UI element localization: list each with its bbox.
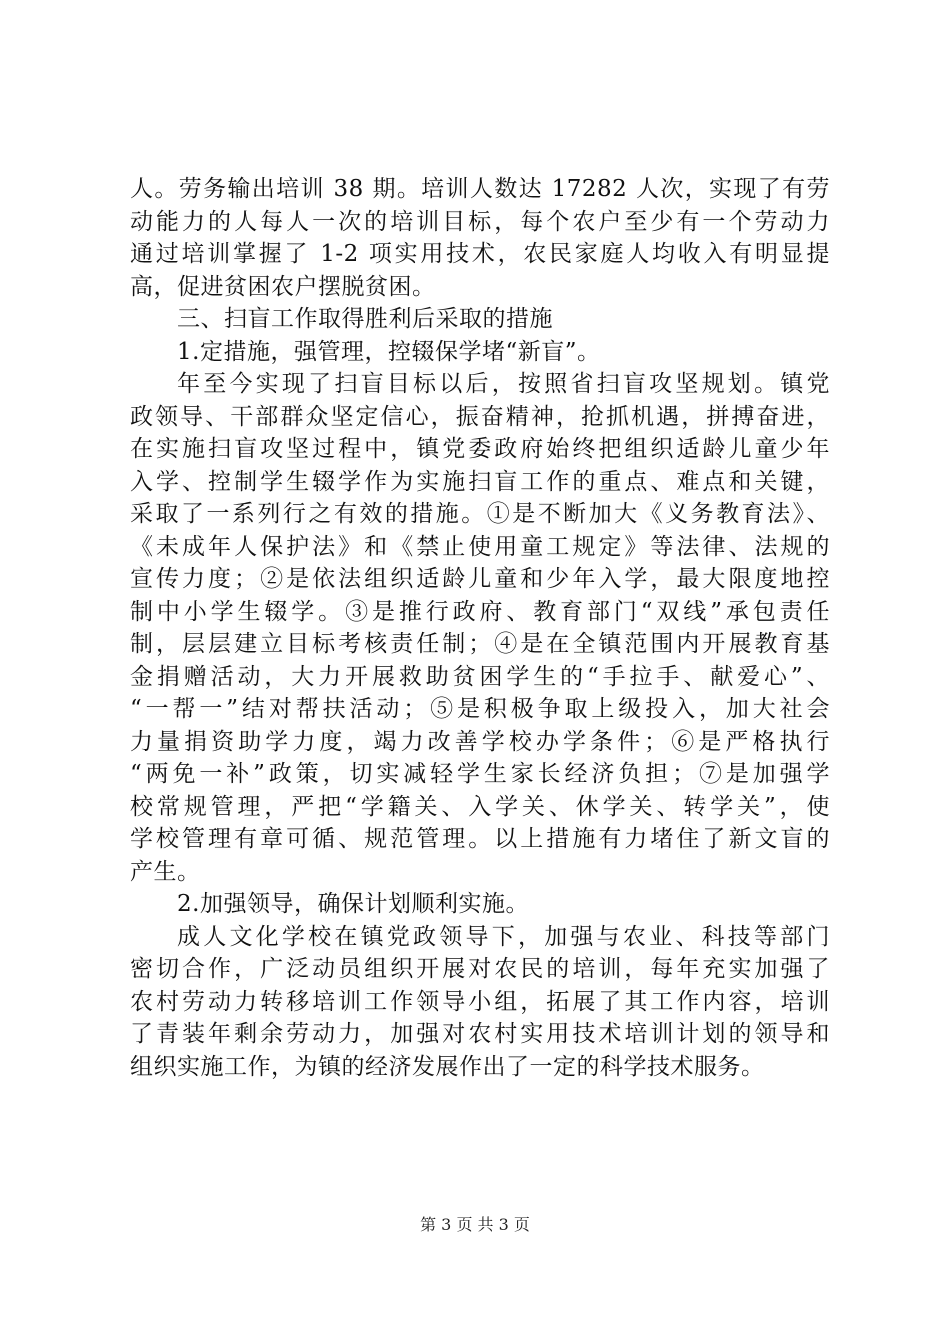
text-line: 成人文化学校在镇党政领导下，加强与农业、科技等部门 bbox=[177, 923, 830, 950]
text-line: 政领导、干部群众坚定信心，振奋精神，抢抓机遇，拼搏奋进， bbox=[130, 403, 830, 430]
text-line: 入学、控制学生辍学作为实施扫盲工作的重点、难点和关键， bbox=[130, 468, 830, 495]
text-line: 产生。 bbox=[130, 858, 201, 885]
text-line: 《未成年人保护法》和《禁止使用童工规定》等法律、法规的 bbox=[130, 533, 830, 560]
text-line: 动能力的人每人一次的培训目标，每个农户至少有一个劳动力 bbox=[130, 208, 830, 235]
text-line: 组织实施工作，为镇的经济发展作出了一定的科学技术服务。 bbox=[130, 1053, 765, 1080]
text-line: 校常规管理，严把“学籍关、入学关、休学关、转学关”，使 bbox=[130, 793, 830, 820]
text-line: 力量捐资助学力度，竭力改善学校办学条件；⑥是严格执行 bbox=[130, 728, 830, 755]
text-line: 制中小学生辍学。③是推行政府、教育部门“双线”承包责任 bbox=[130, 598, 830, 625]
text-line: 密切合作，广泛动员组织开展对农民的培训，每年充实加强了 bbox=[130, 956, 830, 982]
text-line: 1.定措施，强管理，控辍保学堵“新盲”。 bbox=[177, 338, 601, 365]
page-footer: 第 3 页 共 3 页 bbox=[420, 1215, 530, 1234]
text-line: 制，层层建立目标考核责任制；④是在全镇范围内开展教育基 bbox=[130, 631, 830, 657]
text-line: 高，促进贫困农户摆脱贫困。 bbox=[130, 273, 436, 300]
text-line: 采取了一系列行之有效的措施。①是不断加大《义务教育法》、 bbox=[130, 501, 830, 527]
text-line: 三、扫盲工作取得胜利后采取的措施 bbox=[177, 306, 553, 332]
text-line: 宣传力度；②是依法组织适龄儿童和少年入学，最大限度地控 bbox=[130, 566, 830, 592]
text-line: 农村劳动力转移培训工作领导小组，拓展了其工作内容，培训 bbox=[130, 988, 830, 1015]
text-line: “两免一补”政策，切实减轻学生家长经济负担；⑦是加强学 bbox=[130, 761, 830, 787]
text-line: 2.加强领导，确保计划顺利实施。 bbox=[177, 891, 529, 917]
text-line: 学校管理有章可循、规范管理。以上措施有力堵住了新文盲的 bbox=[130, 826, 830, 852]
text-line: 通过培训掌握了 1-2 项实用技术，农民家庭人均收入有明显提 bbox=[130, 241, 830, 267]
text-line: 年至今实现了扫盲目标以后，按照省扫盲攻坚规划。镇党 bbox=[177, 371, 830, 397]
text-line: 金捐赠活动，大力开展救助贫困学生的“手拉手、献爱心”、 bbox=[130, 663, 830, 690]
text-line: 人。劳务输出培训 38 期。培训人数达 17282 人次，实现了有劳 bbox=[130, 176, 830, 202]
text-line: “一帮一”结对帮扶活动；⑤是积极争取上级投入，加大社会 bbox=[130, 696, 830, 722]
text-line: 在实施扫盲攻坚过程中，镇党委政府始终把组织适龄儿童少年 bbox=[130, 436, 830, 462]
text-line: 了青装年剩余劳动力，加强对农村实用技术培训计划的领导和 bbox=[130, 1021, 830, 1047]
document-body bbox=[130, 173, 830, 1083]
